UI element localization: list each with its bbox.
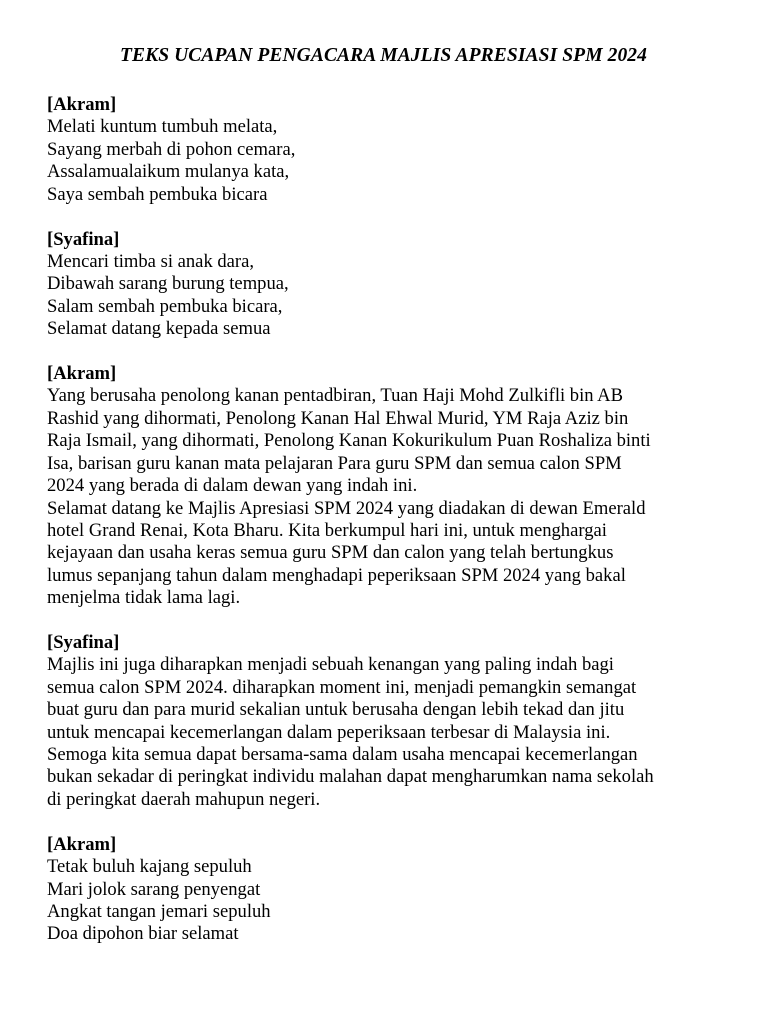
speech-section [47,94,728,206]
text-line: Sayang merbah di pohon cemara, [47,138,296,160]
speech-section [47,632,728,811]
text-line: Dibawah sarang burung tempua, [47,273,289,295]
text-line: 2024 yang berada di dalam dewan yang indah ini. [47,475,418,497]
speech-sections [47,94,728,946]
text-line: Mencari timba si anak dara, [47,250,255,272]
text-line: Raja Ismail, yang dihormati, Penolong Kanan Kokurikulum Puan Roshaliza binti [47,430,651,452]
text-line: Angkat tangan jemari sepuluh [47,901,271,922]
text-line: Mari jolok sarang penyengat [47,878,261,900]
speaker-label: [Syafina] [47,228,120,250]
text-line: di peringkat daerah mahupun negeri. [47,788,321,810]
text-line: Isa, barisan guru kanan mata pelajaran Para guru SPM dan semua calon SPM [47,452,622,474]
speaker-label: [Akram] [47,833,117,855]
text-line: Semoga kita semua dapat bersama-sama dalam usaha mencapai kecemerlangan [47,744,638,766]
text-line: Saya sembah pembuka bicara [47,183,268,205]
text-line: Assalamualaikum mulanya kata, [47,161,290,183]
text-line: Tetak buluh kajang sepuluh [47,856,252,878]
text-line: Majlis ini juga diharapkan menjadi sebuah kenangan yang paling indah bagi [47,654,614,676]
text-line: semua calon SPM 2024. diharapkan moment ini, menjadi pemangkin semangat [47,676,637,698]
text-line: untuk mencapai kecemerlangan dalam peperiksaan terbesar di Malaysia ini. [47,721,611,743]
text-line: Melati kuntum tumbuh melata, [47,116,278,138]
text-line: buat guru dan para murid sekalian untuk berusaha dengan lebih tekad dan jitu [47,699,625,721]
text-line: Yang berusaha penolong kanan pentadbiran, Tuan Haji Mohd Zulkifli bin AB [47,385,624,407]
speaker-label: [Akram] [47,363,117,385]
text-line: Selamat datang kepada semua [47,318,271,340]
text-line: lumus sepanjang tahun dalam menghadapi peperiksaan SPM 2024 yang bakal [47,564,626,586]
text-line: Salam sembah pembuka bicara, [47,295,283,317]
text-line: hotel Grand Renai, Kota Bharu. Kita berkumpul hari ini, untuk menghargai [47,519,607,541]
text-line: menjelma tidak lama lagi. [47,587,241,609]
speech-section [47,363,728,609]
text-line: kejayaan dan usaha keras semua guru SPM dan calon yang telah bertungkus [47,542,614,564]
speech-section [47,229,728,341]
speaker-label: [Akram] [47,94,117,115]
text-line: Selamat datang ke Majlis Apresiasi SPM 2024 yang diadakan di dewan Emerald [47,497,646,519]
text-line: bukan sekadar di peringkat individu malahan dapat mengharumkan nama sekolah [47,766,654,788]
speaker-label: [Syafina] [47,632,120,654]
speech-section [47,834,728,946]
text-line: Rashid yang dihormati, Penolong Kanan Hal Ehwal Murid, YM Raja Aziz bin [47,407,629,429]
text-line: Doa dipohon biar selamat [47,923,239,945]
document-title: TEKS UCAPAN PENGACARA MAJLIS APRESIASI SPM 2024 [119,45,648,66]
